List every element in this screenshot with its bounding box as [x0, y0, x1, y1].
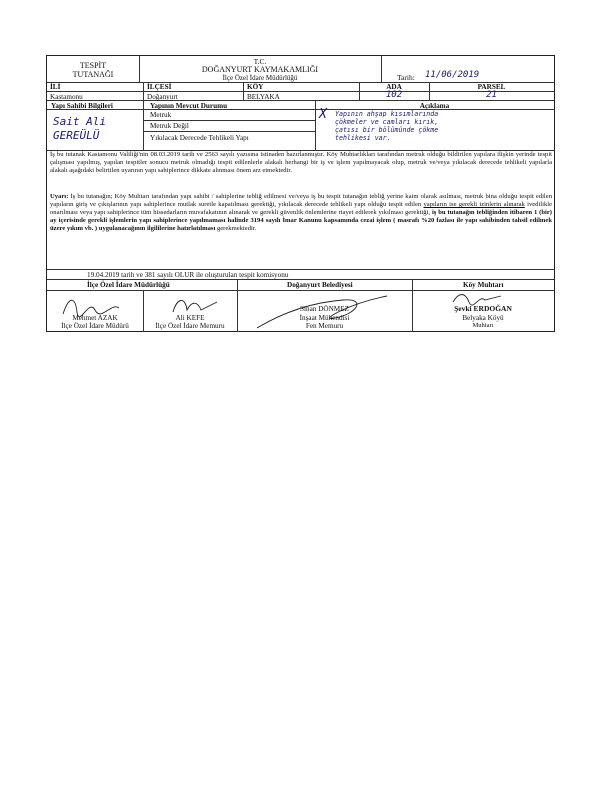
warning-text-a: İş bu tutanağın; Köy Muhtarı tarafından yapı sahibi / sahiplerine tebliğ edilmesi ve/veya iş bu tespit tutanağın tebliğ yerine kaim olarak asılması, metruk bina olduğu tespit edilen yapıların giriş ve çıkışlarının yapı sahiplerince mutlak suretle kapatılması gerektiği, yıkılacak derecede tehlikeli yapı olduğu tespit edilen	[50, 193, 552, 209]
owner-name: Sait Ali	[53, 115, 106, 128]
sig3-title-2: Fen Memuru	[305, 322, 344, 330]
col-ilce: İLÇESİ	[147, 83, 172, 91]
form-title-1: TESPİT	[79, 61, 107, 70]
owner-surname: GEREÜLÜ	[53, 129, 100, 142]
col-il: İLİ	[50, 83, 61, 91]
header-tc: T.C.	[253, 57, 267, 66]
sig4-name: Şevki ERDOĞAN	[454, 304, 512, 313]
body-paragraph-1: İş bu tutanak Kastamonu Valiliği'nin 08.03.2019 tarih ve 2563 sayılı yazısına istinaden hazırlanmıştır. Köy Muhtarlıkları tarafından metruk olduğu bildirilen yapılara ilişkin yerinde tespit çalışması yapılmış, yapılan tespitler sonucu metruk olmadığı tespit edilenlerle alakalı herhangi bir iş ve işlem yapılmayacak olup, metruk ve/veya yıkılacak derecede tehlikeli yapılarla alakalı aşağıdaki belirtilen uyarının yapı sahiplerince dikkate alınması önem arz etmektedir.	[50, 151, 552, 175]
sig3-title-1: İnşaat Mühendisi	[299, 314, 350, 322]
owner-label: Yapı Sahibi Bilgileri	[51, 102, 113, 110]
col-ada: ADA	[386, 83, 402, 91]
form-title-2: TUTANAĞI	[72, 70, 114, 79]
date-value: 11/06/2019	[425, 70, 480, 80]
notes-label: Açıklama	[419, 102, 450, 110]
status-label: Yapının Mevcut Durumu	[150, 102, 228, 110]
sig2-title: İlçe Özel İdare Memuru	[155, 322, 225, 330]
warning-text-underlined: yapıların ise gerekli izinlerin alınarak	[423, 201, 525, 209]
warning-text-end: gerekmektedir.	[216, 225, 257, 233]
note-line-4: tehlikesi var.	[335, 134, 391, 142]
org-special-admin: İlçe Özel İdare Müdürlüğü	[87, 281, 170, 289]
col-koy: KÖY	[247, 83, 264, 91]
col-parsel: PARSEL	[477, 83, 506, 91]
value-ada: 102	[385, 90, 403, 100]
header-directorate: İlçe Özel İdare Müdürlüğü	[222, 74, 298, 82]
note-line-3: çatısı bir bölümünde çökme	[335, 126, 439, 134]
warning-label: Uyarı:	[50, 193, 69, 200]
sig4-title-2: Muhtarı	[472, 322, 494, 329]
status-option-dangerous: Yıkılacak Derecede Tehlikeli Yapı	[150, 134, 249, 142]
warning-text-bold: iş bu tutanağın tebliğinden itibaren 1 (bir) ay içerisinde gerekli işlemlerin yapı sahiplerince yapılmaması halinde 3194 sayılı İmar Kanunu kapsamında cezai işlem ( masrafı %20 fazlası ile yapı sahibinden tahsil edilmek üzere yıkım vb. ) uygulanacağının ilgililerine hatırlatılması	[50, 209, 552, 233]
value-koy: BELYAKA	[247, 93, 280, 101]
sig2-name: Ali KEFE	[175, 314, 205, 322]
report-form	[46, 55, 555, 332]
sig4-title-1: Belyaka Köyü	[462, 314, 504, 322]
status-option-metruk: Metruk	[150, 111, 172, 119]
note-line-2: çökmeler ve camları kırık,	[335, 118, 439, 126]
value-il: Kastamonu	[50, 93, 83, 101]
sig3-name: Sinan DÖNMEZ	[300, 305, 349, 313]
warning-text-b: ivedilikle onarılması veya yapı sahiplerince tüm hissedarların muvafakatının alınarak ve gerekli güvenlik önlemlerine riayet edilerek yıkılması gerektiği,	[50, 201, 553, 217]
sig1-name: Mehmet AZAK	[72, 314, 118, 322]
commission-line: 19.04.2019 tarih ve 381 sayılı OLUR ile oluşturulan tespit komisyonu	[87, 271, 289, 279]
status-checkmark: X	[319, 107, 327, 122]
org-village-head: Köy Muhtarı	[463, 281, 504, 289]
date-label: Tarih:	[397, 73, 415, 82]
note-line-1: Yapının ahşap kısımlarında	[335, 110, 439, 118]
org-municipality: Doğanyurt Belediyesi	[287, 281, 353, 289]
value-ilce: Doğanyurt	[147, 93, 178, 101]
header-institution: DOĞANYURT KAYMAKAMLIĞI	[201, 65, 319, 74]
sig1-title: İlçe Özel İdare Müdürü	[61, 322, 129, 330]
body-paragraph-2	[50, 193, 552, 233]
status-option-not-metruk: Metruk Değil	[150, 122, 189, 130]
value-parsel: 21	[486, 90, 497, 100]
